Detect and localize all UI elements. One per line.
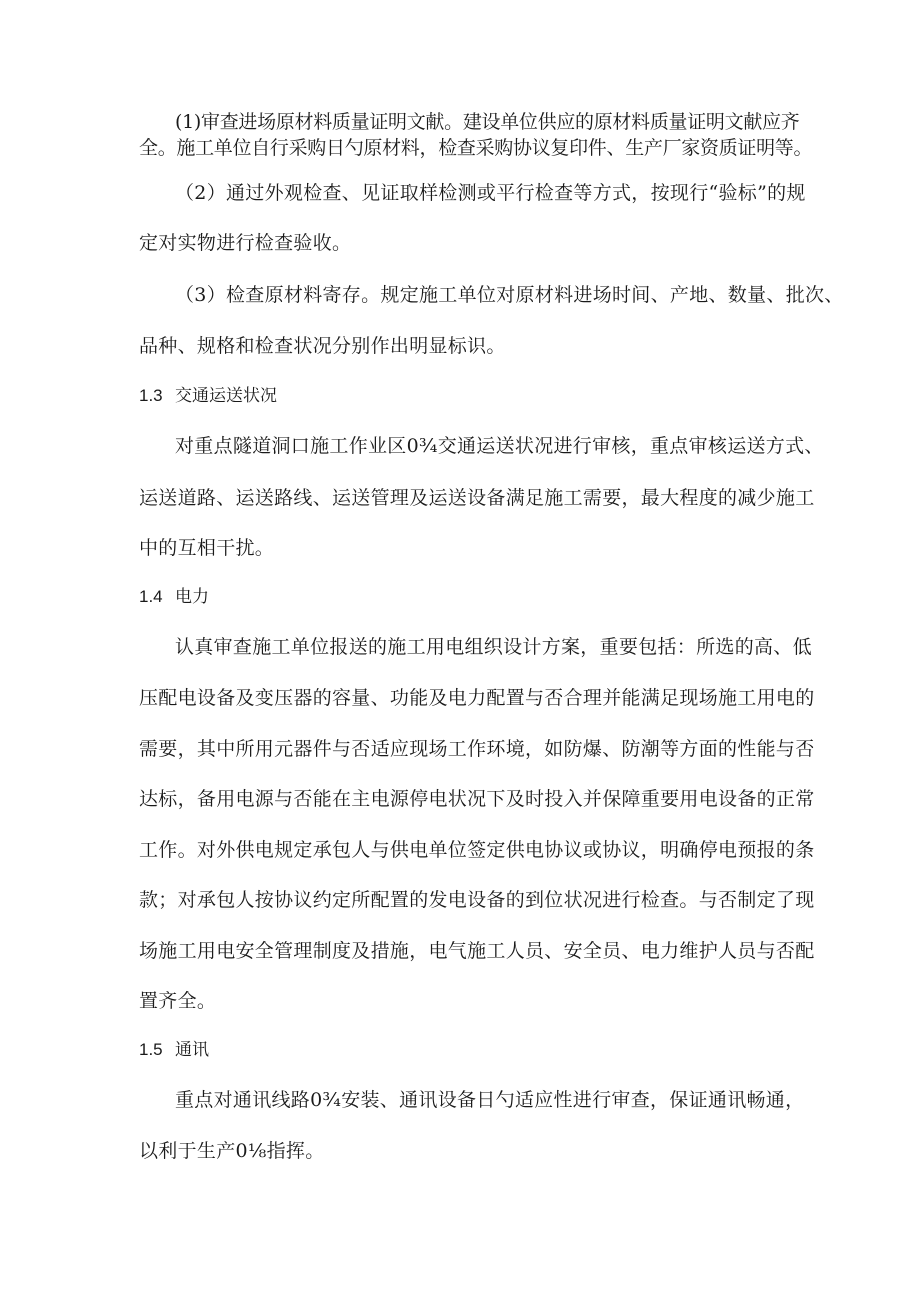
- paragraph-line: 对重点隧道洞口施工作业区0¾交通运送状况进行审核，重点审核运送方式、: [175, 435, 824, 457]
- paragraph-line: 达标，备用电源与否能在主电源停电状况下及时投入并保障重要用电设备的正常: [139, 788, 815, 810]
- paragraph-line: 中的互相干扰。: [139, 537, 275, 559]
- section-number: 1.4: [139, 587, 163, 606]
- paragraph-line: （2）通过外观检查、见证取样检测或平行检查等方式，按现行“验标”的规: [175, 182, 806, 204]
- section-title: 交通运送状况: [175, 386, 277, 406]
- paragraph-line: (1)审查进场原材料质量证明文献。建设单位供应的原材料质量证明文献应齐: [175, 111, 800, 133]
- paragraph-line: 工作。对外供电规定承包人与供电单位签定供电协议或协议，明确停电预报的条: [139, 839, 815, 861]
- paragraph-line: 认真审查施工单位报送的施工用电组织设计方案，重要包括：所选的高、低: [175, 636, 812, 658]
- paragraph-line: 以利于生产0⅛指挥。: [139, 1140, 325, 1162]
- paragraph-line: 置齐全。: [139, 990, 217, 1012]
- section-title: 电力: [175, 587, 209, 607]
- paragraph-line: 压配电设备及变压器的容量、功能及电力配置与否合理并能满足现场施工用电的: [139, 687, 815, 709]
- section-number: 1.3: [139, 386, 163, 405]
- section-heading-1-4: [139, 585, 209, 609]
- paragraph-line: 品种、规格和检查状况分别作出明显标识。: [139, 335, 506, 357]
- paragraph-line: 需要，其中所用元器件与否适应现场工作环境，如防爆、防潮等方面的性能与否: [139, 738, 815, 760]
- paragraph-line: 重点对通讯线路0¾安装、通讯设备日勺适应性进行审查，保证通讯畅通，: [175, 1089, 805, 1111]
- section-heading-1-5: [139, 1038, 209, 1062]
- section-title: 通讯: [175, 1040, 209, 1060]
- paragraph-line: 场施工用电安全管理制度及措施，电气施工人员、安全员、电力维护人员与否配: [139, 940, 815, 962]
- paragraph-line: 运送道路、运送路线、运送管理及运送设备满足施工需要，最大程度的减少施工: [139, 487, 815, 509]
- paragraph-line: 定对实物进行检查验收。: [139, 232, 352, 254]
- paragraph-line: 全。施工单位自行采购日勺原材料，检查采购协议复印件、生产厂家资质证明等。: [139, 137, 813, 159]
- paragraph-line: 款；对承包人按协议约定所配置的发电设备的到位状况进行检查。与否制定了现: [139, 889, 815, 911]
- section-number: 1.5: [139, 1040, 163, 1059]
- paragraph-line: （3）检查原材料寄存。规定施工单位对原材料进场时间、产地、数量、批次、: [175, 284, 844, 306]
- section-heading-1-3: [139, 384, 277, 408]
